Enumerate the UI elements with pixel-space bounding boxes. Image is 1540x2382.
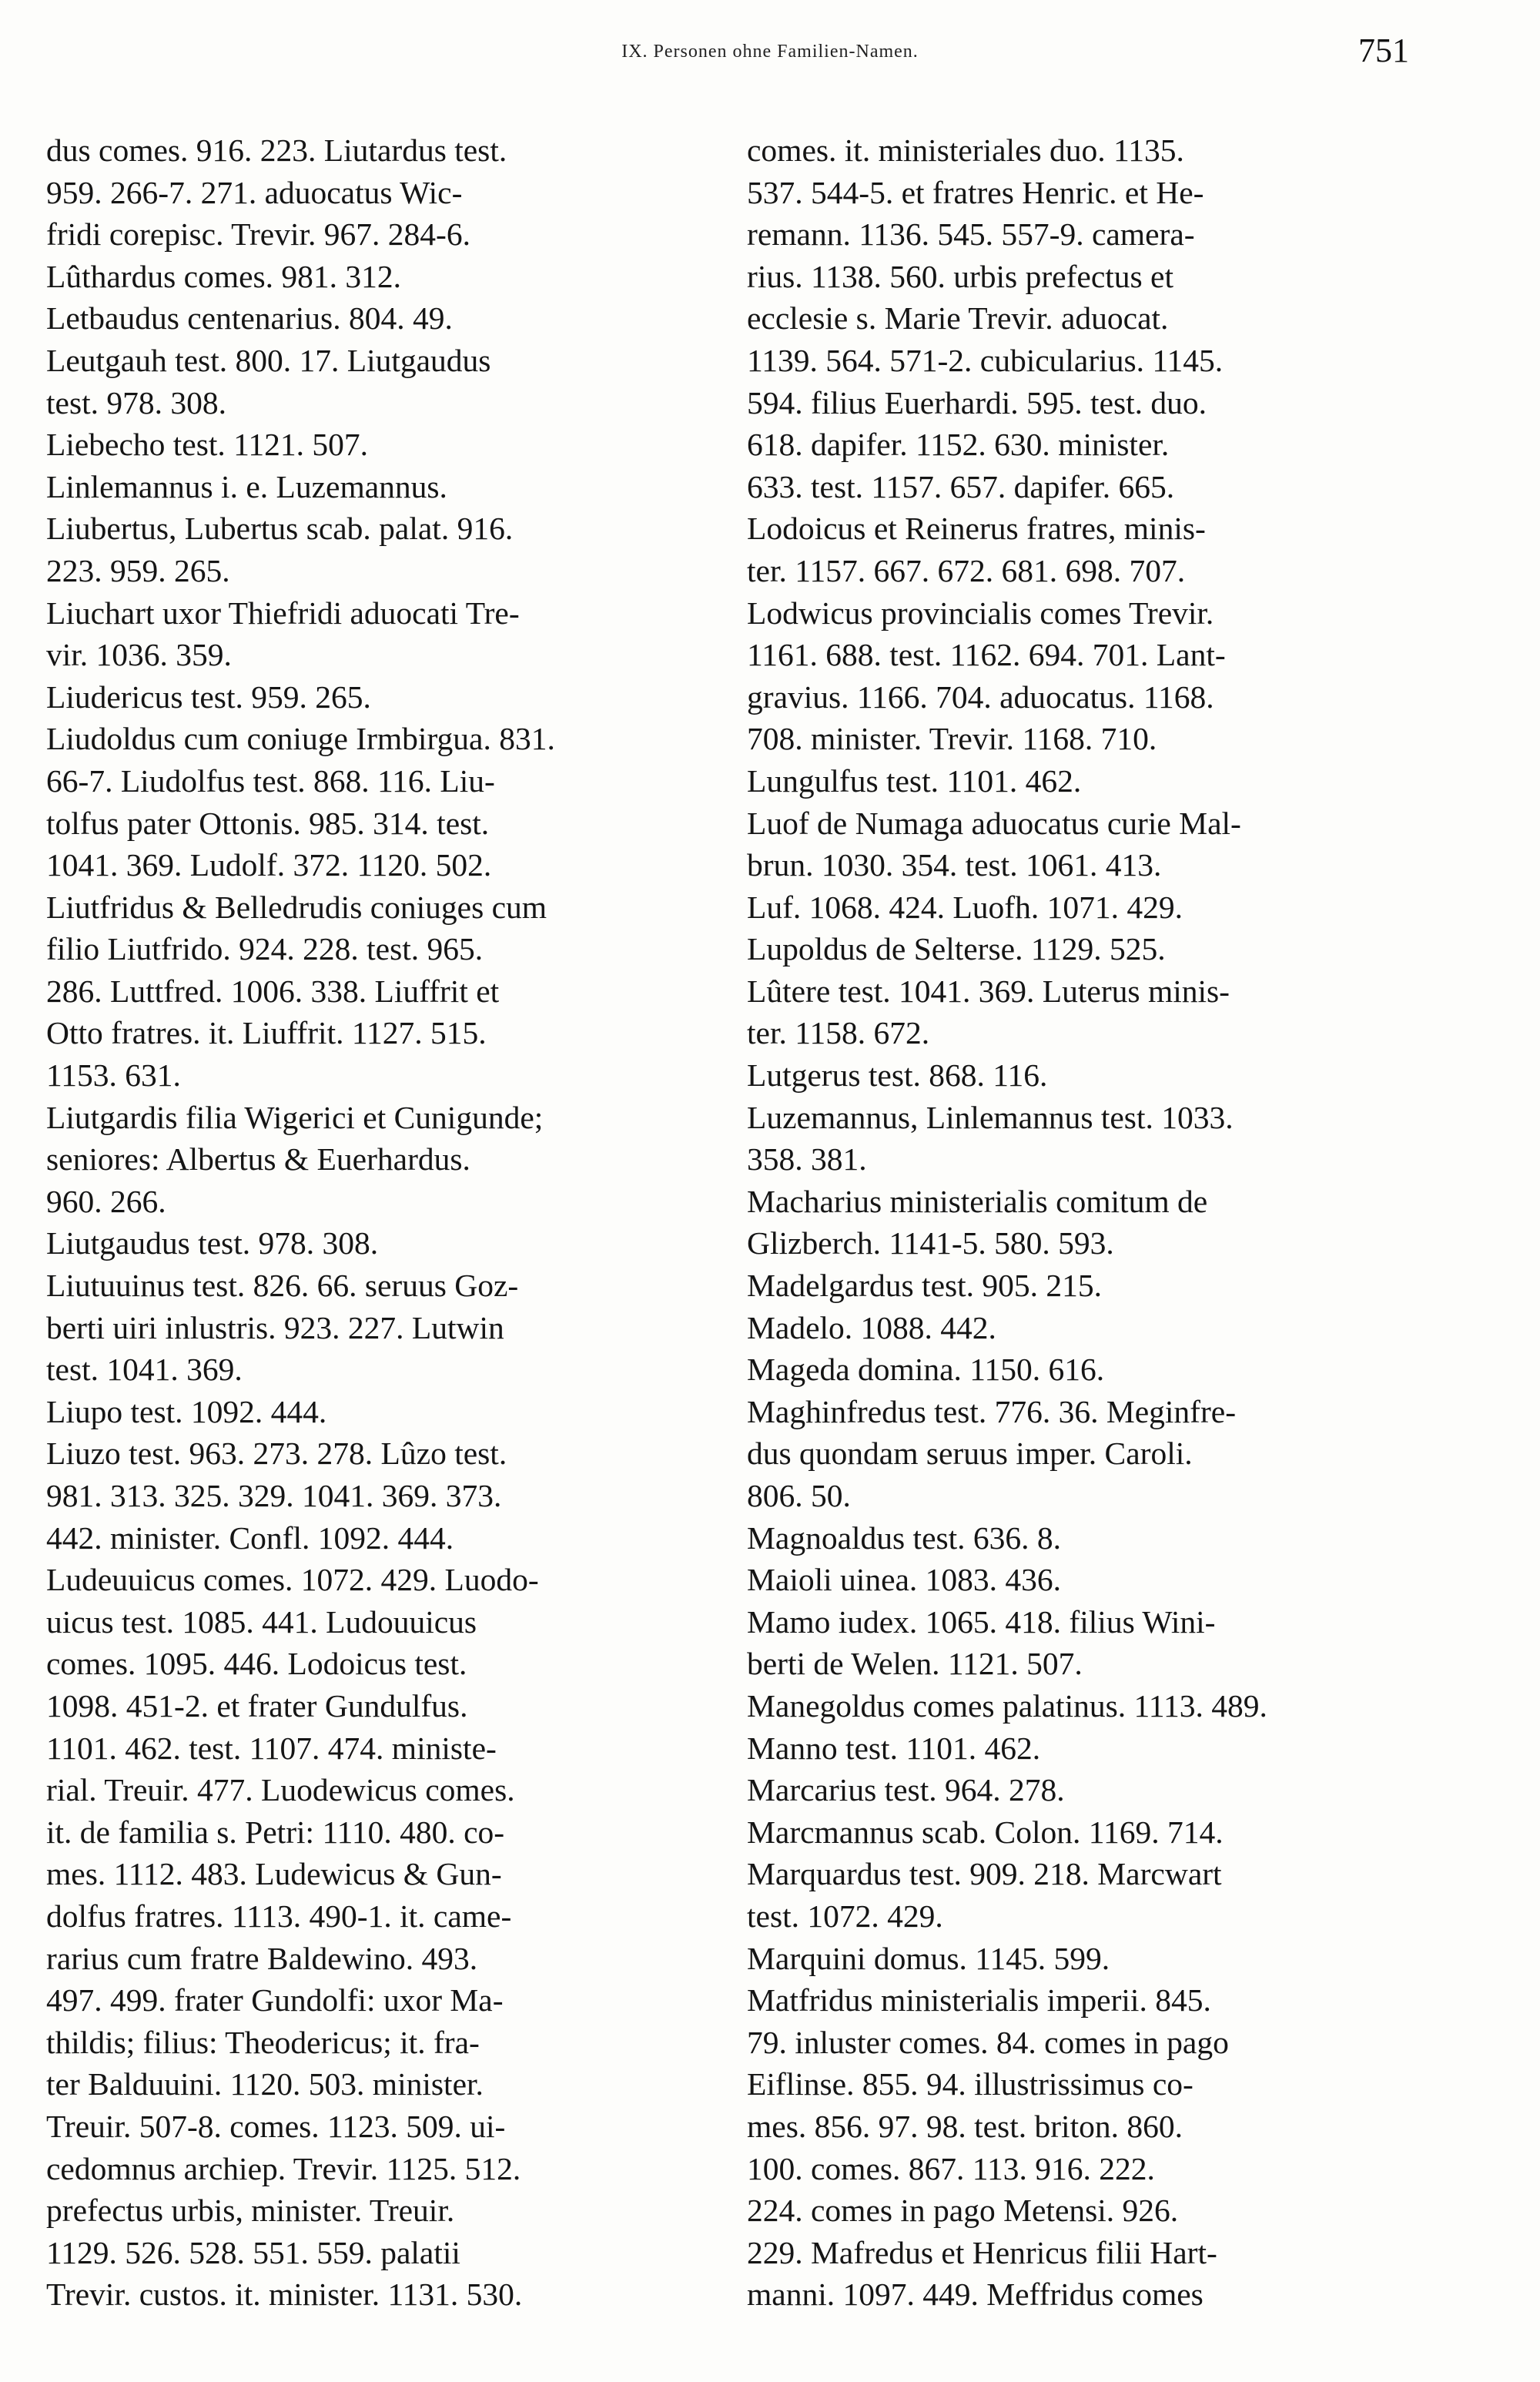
index-line: 1139. 564. 571-2. cubicularius. 1145. xyxy=(747,342,1224,378)
index-line: rius. 1138. 560. urbis prefectus et xyxy=(747,258,1173,294)
index-line: berti de Welen. 1121. 507. xyxy=(747,1646,1083,1682)
index-line: 1101. 462. test. 1107. 474. ministe- xyxy=(46,1730,497,1766)
index-line: 633. test. 1157. 657. dapifer. 665. xyxy=(747,468,1175,504)
index-line: prefectus urbis, minister. Treuir. xyxy=(46,2193,455,2229)
index-line: Glizberch. 1141-5. 580. 593. xyxy=(747,1225,1114,1261)
index-line: fridi corepisc. Trevir. 967. 284-6. xyxy=(46,216,470,253)
index-line: test. 1072. 429. xyxy=(747,1898,943,1934)
index-line: 79. inluster comes. 84. comes in pago xyxy=(747,2024,1229,2060)
index-line: ter. 1158. 672. xyxy=(747,1015,930,1051)
index-line: 100. comes. 867. 113. 916. 222. xyxy=(747,2150,1155,2186)
index-line: Liuchart uxor Thiefridi aduocati Tre- xyxy=(46,595,520,631)
index-line: Leutgauh test. 800. 17. Liutgaudus xyxy=(46,342,491,378)
index-line: Liutfridus & Belledrudis coniuges cum xyxy=(46,889,547,925)
index-line: Liutuuinus test. 826. 66. seruus Goz- xyxy=(46,1268,519,1304)
index-line: Macharius ministerialis comitum de xyxy=(747,1183,1208,1219)
index-line: cedomnus archiep. Trevir. 1125. 512. xyxy=(46,2150,521,2186)
right-column xyxy=(747,129,1401,2316)
index-line: Luf. 1068. 424. Luofh. 1071. 429. xyxy=(747,889,1183,925)
index-line: 981. 313. 325. 329. 1041. 369. 373. xyxy=(46,1478,502,1513)
index-line: 618. dapifer. 1152. 630. minister. xyxy=(747,427,1170,463)
index-line: 960. 266. xyxy=(46,1183,166,1219)
index-line: 497. 499. frater Gundolfi: uxor Ma- xyxy=(46,1982,504,2019)
index-line: thildis; filius: Theodericus; it. fra- xyxy=(46,2024,480,2060)
index-line: Mamo iudex. 1065. 418. filius Wini- xyxy=(747,1603,1216,1640)
left-column xyxy=(46,129,701,2316)
index-line: dus comes. 916. 223. Liutardus test. xyxy=(46,132,507,168)
index-line: Manno test. 1101. 462. xyxy=(747,1730,1041,1766)
index-line: Lodoicus et Reinerus fratres, minis- xyxy=(747,511,1206,547)
index-line: filio Liutfrido. 924. 228. test. 965. xyxy=(46,931,484,967)
index-line: 229. Mafredus et Henricus filii Hart- xyxy=(747,2234,1217,2270)
index-line: Ludeuuicus comes. 1072. 429. Luodo- xyxy=(46,1562,539,1598)
page-number: 751 xyxy=(1358,32,1409,69)
index-line: seniores: Albertus & Euerhardus. xyxy=(46,1141,470,1178)
index-line: Maghinfredus test. 776. 36. Meginfre- xyxy=(747,1393,1237,1429)
index-line: Liudoldus cum coniuge Irmbirgua. 831. xyxy=(46,721,555,757)
index-line: test. 978. 308. xyxy=(46,384,227,420)
index-line: 959. 266-7. 271. aduocatus Wic- xyxy=(46,174,463,210)
index-line: Matfridus ministerialis imperii. 845. xyxy=(747,1982,1211,2019)
index-line: vir. 1036. 359. xyxy=(46,637,232,673)
index-line: Letbaudus centenarius. 804. 49. xyxy=(46,300,453,337)
index-line: Linlemannus i. e. Luzemannus. xyxy=(46,468,447,504)
index-line: 1041. 369. Ludolf. 372. 1120. 502. xyxy=(46,847,492,883)
index-line: ecclesie s. Marie Trevir. aduocat. xyxy=(747,300,1169,337)
index-line: 223. 959. 265. xyxy=(46,552,230,588)
index-line: comes. 1095. 446. Lodoicus test. xyxy=(46,1646,467,1682)
index-line: Magnoaldus test. 636. 8. xyxy=(747,1519,1062,1556)
running-head: IX. Personen ohne Familien-Namen. xyxy=(621,42,919,62)
index-line: 286. Luttfred. 1006. 338. Liuffrit et xyxy=(46,973,500,1009)
index-line: mes. 1112. 483. Ludewicus & Gun- xyxy=(46,1856,502,1892)
index-line: 442. minister. Confl. 1092. 444. xyxy=(46,1519,454,1556)
index-line: mes. 856. 97. 98. test. briton. 860. xyxy=(747,2108,1183,2144)
index-line: Lûthardus comes. 981. 312. xyxy=(46,258,402,294)
index-line: 358. 381. xyxy=(747,1141,867,1178)
index-line: 1161. 688. test. 1162. 694. 701. Lant- xyxy=(747,637,1226,673)
index-line: manni. 1097. 449. Meffridus comes xyxy=(747,2276,1204,2313)
index-line: 1129. 526. 528. 551. 559. palatii xyxy=(46,2234,460,2270)
index-line: comes. it. ministeriales duo. 1135. xyxy=(747,132,1184,168)
index-line: Lutgerus test. 868. 116. xyxy=(747,1057,1048,1094)
index-line: Marquardus test. 909. 218. Marcwart xyxy=(747,1856,1222,1892)
index-line: berti uiri inlustris. 923. 227. Lutwin xyxy=(46,1309,504,1345)
index-line: Madelo. 1088. 442. xyxy=(747,1309,996,1345)
index-line: test. 1041. 369. xyxy=(46,1352,243,1388)
index-line: brun. 1030. 354. test. 1061. 413. xyxy=(747,847,1162,883)
index-line: ter. 1157. 667. 672. 681. 698. 707. xyxy=(747,552,1186,588)
index-line: 594. filius Euerhardi. 595. test. duo. xyxy=(747,384,1207,420)
index-line: 1098. 451-2. et frater Gundulfus. xyxy=(46,1687,468,1724)
index-line: rarius cum fratre Baldewino. 493. xyxy=(46,1940,478,1976)
index-line: Liupo test. 1092. 444. xyxy=(46,1393,327,1429)
index-line: Liudericus test. 959. 265. xyxy=(46,678,371,715)
index-line: 224. comes in pago Metensi. 926. xyxy=(747,2193,1179,2229)
index-line: Otto fratres. it. Liuffrit. 1127. 515. xyxy=(46,1015,487,1051)
index-line: dus quondam seruus imper. Caroli. xyxy=(747,1436,1193,1472)
index-line: Mageda domina. 1150. 616. xyxy=(747,1352,1105,1388)
page-header xyxy=(0,31,1540,85)
index-line: Trevir. custos. it. minister. 1131. 530. xyxy=(46,2276,523,2313)
index-line: Manegoldus comes palatinus. 1113. 489. xyxy=(747,1687,1267,1724)
index-line: Eiflinse. 855. 94. illustrissimus co- xyxy=(747,2066,1194,2102)
index-line: it. de familia s. Petri: 1110. 480. co- xyxy=(46,1814,505,1850)
index-line: ter Balduuini. 1120. 503. minister. xyxy=(46,2066,484,2102)
index-line: Lupoldus de Selterse. 1129. 525. xyxy=(747,931,1166,967)
index-line: Madelgardus test. 905. 215. xyxy=(747,1268,1103,1304)
index-line: Liutgardis filia Wigerici et Cunigunde; xyxy=(46,1099,544,1135)
index-line: Marcmannus scab. Colon. 1169. 714. xyxy=(747,1814,1224,1850)
index-line: Liuzo test. 963. 273. 278. Lûzo test. xyxy=(46,1436,507,1472)
index-line: dolfus fratres. 1113. 490-1. it. came- xyxy=(46,1898,512,1934)
index-line: rial. Treuir. 477. Luodewicus comes. xyxy=(46,1772,515,1808)
index-line: uicus test. 1085. 441. Ludouuicus xyxy=(46,1603,477,1640)
index-line: Maioli uinea. 1083. 436. xyxy=(747,1562,1062,1598)
index-line: Lûtere test. 1041. 369. Luterus minis- xyxy=(747,973,1230,1009)
index-line: gravius. 1166. 704. aduocatus. 1168. xyxy=(747,678,1214,715)
index-line: 1153. 631. xyxy=(46,1057,181,1094)
index-line: Liebecho test. 1121. 507. xyxy=(46,427,368,463)
index-line: Liutgaudus test. 978. 308. xyxy=(46,1225,379,1261)
index-line: remann. 1136. 545. 557-9. camera- xyxy=(747,216,1195,253)
index-line: Luof de Numaga aduocatus curie Mal- xyxy=(747,805,1241,841)
index-line: Lungulfus test. 1101. 462. xyxy=(747,762,1082,799)
index-line: 806. 50. xyxy=(747,1478,851,1513)
index-line: tolfus pater Ottonis. 985. 314. test. xyxy=(46,805,490,841)
index-line: Luzemannus, Linlemannus test. 1033. xyxy=(747,1099,1234,1135)
index-line: Lodwicus provincialis comes Trevir. xyxy=(747,595,1214,631)
index-line: Marquini domus. 1145. 599. xyxy=(747,1940,1110,1976)
index-line: Liubertus, Lubertus scab. palat. 916. xyxy=(46,511,514,547)
index-line: 537. 544-5. et fratres Henric. et He- xyxy=(747,174,1204,210)
index-line: Marcarius test. 964. 278. xyxy=(747,1772,1065,1808)
index-line: 66-7. Liudolfus test. 868. 116. Liu- xyxy=(46,762,495,799)
index-line: Treuir. 507-8. comes. 1123. 509. ui- xyxy=(46,2108,506,2144)
index-line: 708. minister. Trevir. 1168. 710. xyxy=(747,721,1157,757)
